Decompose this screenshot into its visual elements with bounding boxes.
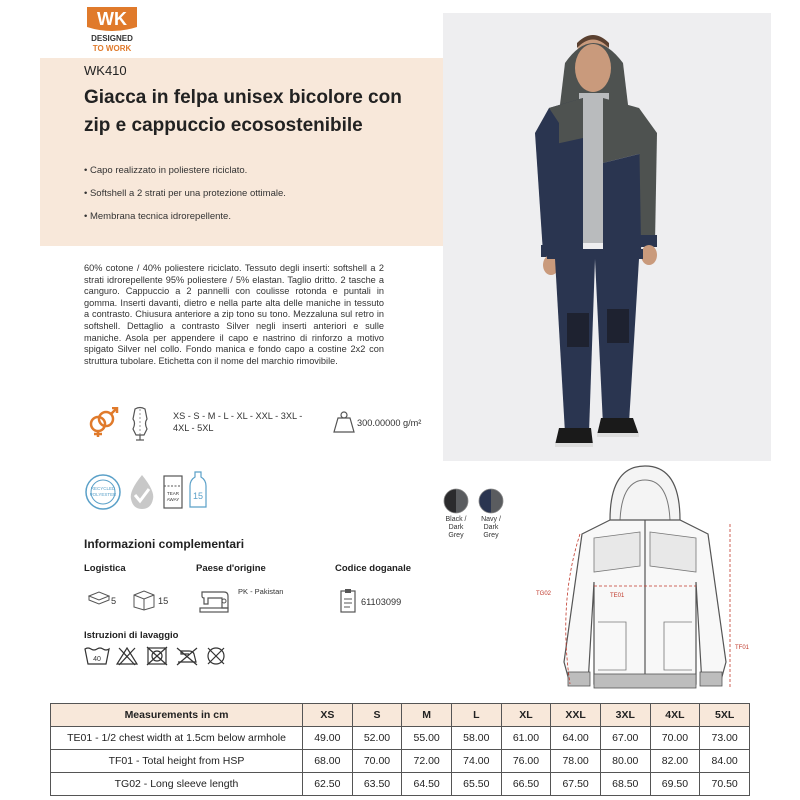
- water-repellent-icon: [127, 473, 157, 511]
- table-cell: 63.50: [352, 773, 402, 796]
- carton-box-icon: [132, 589, 156, 611]
- table-header-label: Measurements in cm: [51, 704, 303, 727]
- no-iron-icon: [175, 646, 199, 666]
- product-code: WK410: [84, 63, 127, 78]
- table-cell: 64.50: [402, 773, 452, 796]
- table-cell: 70.00: [650, 727, 700, 750]
- swatch-label-line: Dark: [448, 524, 464, 531]
- te01-label: TE01: [610, 593, 625, 599]
- size-header: L: [451, 704, 501, 727]
- size-header: S: [352, 704, 402, 727]
- color-swatch-navy-darkgrey[interactable]: [478, 488, 504, 514]
- additional-info-title: Informazioni complementari: [84, 537, 245, 551]
- table-cell: 67.00: [600, 727, 650, 750]
- table-row: [51, 750, 750, 773]
- unisex-icon: [84, 407, 120, 437]
- size-header: M: [402, 704, 452, 727]
- swatch-label-black: [438, 516, 474, 540]
- recycled-label: RECYCLED: [90, 486, 116, 491]
- logo-designed-text: DESIGNED: [91, 34, 133, 43]
- size-header: XXL: [551, 704, 601, 727]
- units-per-box: 15: [158, 596, 169, 606]
- table-cell: 84.00: [700, 750, 750, 773]
- swatch-label-line: Navy /: [481, 516, 501, 523]
- table-cell: 64.00: [551, 727, 601, 750]
- table-cell: 72.00: [402, 750, 452, 773]
- logo-wk-text: WK: [97, 9, 127, 29]
- table-cell: 58.00: [451, 727, 501, 750]
- table-header-row: [51, 704, 750, 727]
- logistics-heading: Logistica: [84, 563, 126, 574]
- size-header: 3XL: [600, 704, 650, 727]
- units-per-bag: 5: [111, 596, 117, 606]
- weight-icon: [333, 410, 355, 434]
- plastic-bottles-icon: [188, 470, 208, 510]
- no-dry-clean-icon: [205, 646, 227, 666]
- table-cell: 82.00: [650, 750, 700, 773]
- tf01-label: TF01: [735, 645, 750, 651]
- country-of-origin: PK - Pakistan: [238, 587, 284, 596]
- size-header: XL: [501, 704, 551, 727]
- row-label: TG02 - Long sleeve length: [51, 773, 303, 796]
- washing-instructions-heading: Istruzioni di lavaggio: [84, 630, 179, 641]
- swatch-label-line: Grey: [448, 532, 464, 539]
- tg02-label: TG02: [536, 591, 552, 597]
- customs-heading: Codice doganale: [335, 563, 412, 574]
- table-cell: 73.00: [700, 727, 750, 750]
- measurements-table: [50, 703, 750, 796]
- brand-logo: [83, 5, 141, 55]
- away-label: AWAY: [166, 497, 180, 502]
- swatch-label-line: Grey: [483, 532, 499, 539]
- table-cell: 69.50: [650, 773, 700, 796]
- tear-away-label-icon: [162, 472, 184, 510]
- table-cell: 61.00: [501, 727, 551, 750]
- size-header: XS: [303, 704, 353, 727]
- table-cell: 67.50: [551, 773, 601, 796]
- sewing-machine-icon: [198, 588, 230, 614]
- wash-temperature: 40: [93, 656, 101, 663]
- product-title: Giacca in felpa unisex bicolore con zip e cappuccio ecosostenibile: [84, 87, 402, 136]
- table-cell: 80.00: [600, 750, 650, 773]
- color-swatch-black-darkgrey[interactable]: [443, 488, 469, 514]
- fabric-weight: 300.00000 g/m²: [357, 418, 422, 428]
- size-header: 4XL: [650, 704, 700, 727]
- swatch-label-line: Black /: [445, 516, 467, 523]
- table-row: [51, 727, 750, 750]
- swatch-label-navy: [473, 516, 509, 540]
- table-cell: 52.00: [352, 727, 402, 750]
- origin-heading: Paese d'origine: [196, 563, 266, 574]
- table-cell: 68.00: [303, 750, 353, 773]
- feature-list: [84, 165, 424, 234]
- no-bleach-icon: [116, 646, 138, 666]
- wash-40-icon: [84, 646, 110, 666]
- polybag-icon: [88, 591, 110, 605]
- technical-flat-drawing: [530, 462, 760, 700]
- available-sizes: XS - S - M - L - XL - XXL - 3XL - 4XL - 5XL: [173, 411, 303, 433]
- table-cell: 70.00: [352, 750, 402, 773]
- recycled-polyester-icon: [84, 473, 122, 511]
- table-cell: 49.00: [303, 727, 353, 750]
- table-cell: 78.00: [551, 750, 601, 773]
- swatch-label-line: Dark: [483, 524, 499, 531]
- polyester-label: POLYESTER: [89, 492, 117, 497]
- product-description: 60% cotone / 40% poliestere riciclato. Tessuto degli inserti: softshell a 2 strati idrorepellente 95% poliestere / 5% elastan. Taglio dritto. 2 tasche a canguro. Cappuccio a 2 pannelli con coulisse rotonda e puntali in gomma. Inserti davanti, dietro e nella parte alta delle maniche in tessuto a contrasto. Chiusura anteriore a zip tono su tono. Mezzaluna sul retro in softshell. Dettaglio a contrasto Silver negli inserti anteriori e sulle maniche. Asola per appendere il capo e nastrino di rinforzo a motivo spigato Silver nel collo. Fondo manica e fondo capo a costine 2x2 con struttura tubolare. Etichetta con il nome del marchio rimovibile.: [84, 263, 384, 366]
- tear-label: TEAR: [166, 491, 180, 496]
- sizes-mannequin-icon: [128, 405, 152, 441]
- customs-code: 61103099: [361, 597, 402, 607]
- table-row: [51, 773, 750, 796]
- table-cell: 68.50: [600, 773, 650, 796]
- bottles-count: 15: [192, 491, 204, 501]
- table-cell: 66.50: [501, 773, 551, 796]
- row-label: TF01 - Total height from HSP: [51, 750, 303, 773]
- no-tumble-dry-icon: [146, 646, 168, 666]
- feature-item: • Capo realizzato in poliestere riciclato.: [84, 165, 248, 176]
- table-cell: 65.50: [451, 773, 501, 796]
- row-label: TE01 - 1/2 chest width at 1.5cm below armhole: [51, 727, 303, 750]
- customs-clipboard-icon: [339, 588, 357, 614]
- table-cell: 74.00: [451, 750, 501, 773]
- size-header: 5XL: [700, 704, 750, 727]
- product-photo: [443, 13, 771, 461]
- feature-item: • Softshell a 2 strati per una protezione ottimale.: [84, 188, 286, 199]
- table-cell: 62.50: [303, 773, 353, 796]
- table-cell: 70.50: [700, 773, 750, 796]
- feature-item: • Membrana tecnica idrorepellente.: [84, 211, 231, 222]
- logo-towork-text: TO WORK: [92, 44, 132, 53]
- table-cell: 55.00: [402, 727, 452, 750]
- table-cell: 76.00: [501, 750, 551, 773]
